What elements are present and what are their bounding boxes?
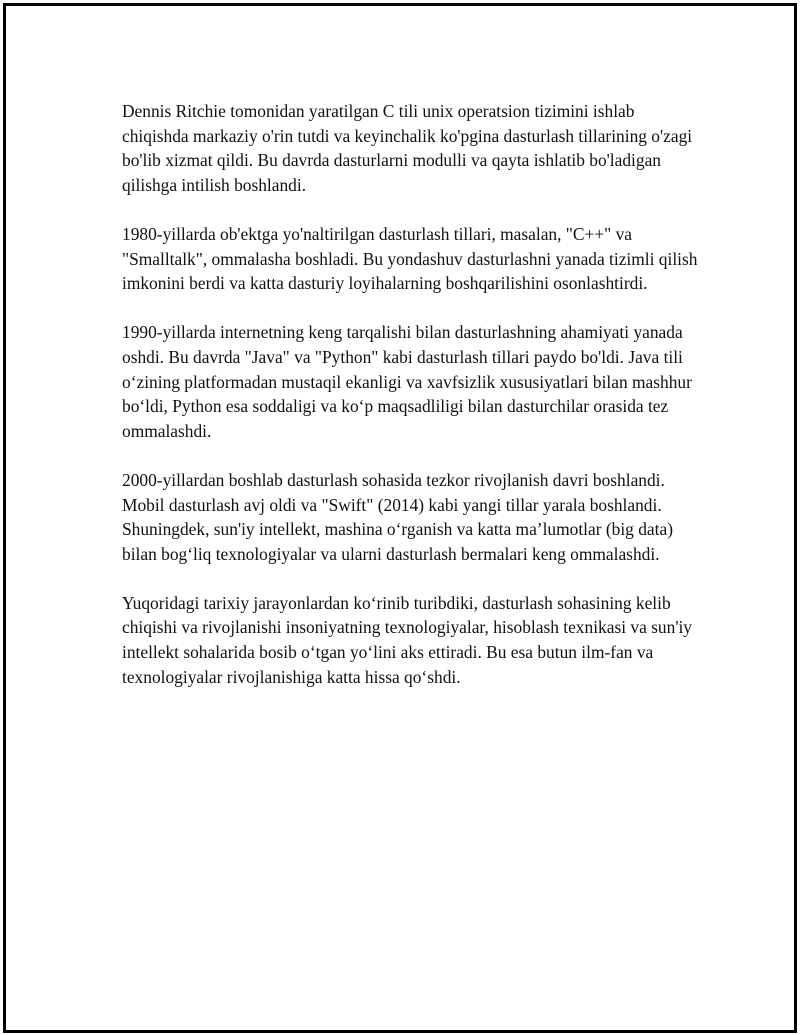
paragraph-1980s: 1980-yillarda ob'ektga yo'naltirilgan dasturlash tillari, masalan, "C++" va "Smalltalk", ommalasha boshladi. Bu yondashuv dasturlashni yanada tizimli qilish imkonini berdi va katta dasturiy loyihalarning boshqarilishini osonlashtirdi. (122, 223, 698, 294)
paragraph-1990s: 1990-yillarda internetning keng tarqalishi bilan dasturlashning ahamiyati yanada oshdi. Bu davrda "Java" va "Python" kabi dasturlash tillari paydo bo'ldi. Java tili o‘zining platformadan mustaqil ekanligi va xavfsizlik xususiyatlari bilan mashhur bo‘ldi, Python esa soddaligi va ko‘p maqsadliligi bilan dasturchilar orasida tez ommalashdi. (122, 322, 692, 441)
page-frame (3, 3, 797, 1033)
document-body (122, 99, 702, 714)
paragraph-c-language: Dennis Ritchie tomonidan yaratilgan C tili unix operatsion tizimini ishlab chiqishda markaziy o'rin tutdi va keyinchalik ko'pgina dasturlash tillarining o'zagi bo'lib xizmat qildi. Bu davrda dasturlarni modulli va qayta ishlatib bo'ladigan qilishga intilish boshlandi. (122, 101, 693, 195)
paragraph-conclusion: Yuqoridagi tarixiy jarayonlardan ko‘rinib turibdiki, dasturlash sohasining kelib chiqishi va rivojlanishi insoniyatning texnologiyalar, hisoblash texnikasi va sun'iy intellekt sohalarida bosib o‘tgan yo‘lini aks ettiradi. Bu esa butun ilm-fan va texnologiyalar rivojlanishiga katta hissa qo‘shdi. (122, 592, 692, 687)
paragraph-2000s: 2000-yillardan boshlab dasturlash sohasida tezkor rivojlanish davri boshlandi. Mobil dasturlash avj oldi va "Swift" (2014) kabi yangi tillar yarala boshlandi. Shuningdek, sun'iy intellekt, mashina o‘rganish va katta ma’lumotlar (big data) bilan bog‘liq texnologiyalar va ularni dasturlash bermalari keng ommalashdi. (122, 469, 673, 564)
